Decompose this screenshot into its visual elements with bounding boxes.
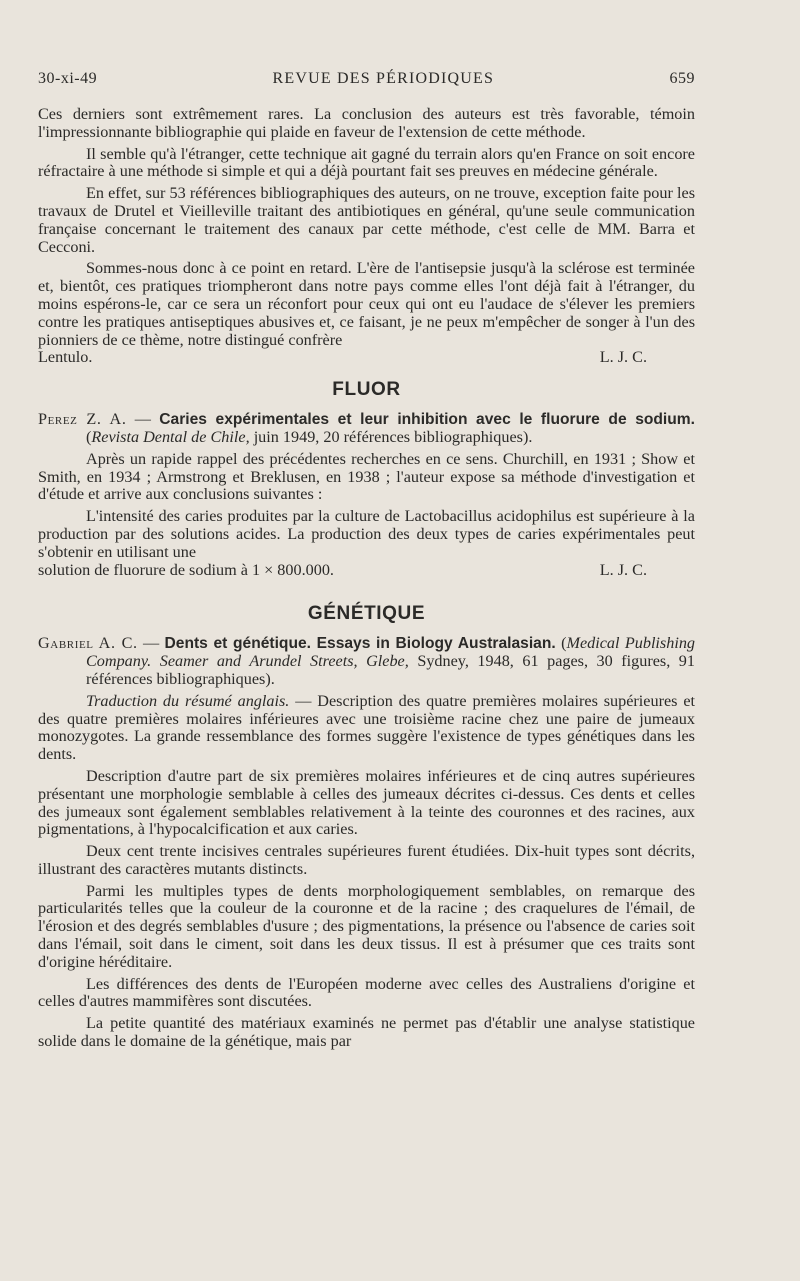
intro-section	[38, 106, 695, 367]
page-number: 659	[669, 70, 695, 87]
fluor-source-rest: juin 1949, 20 références bibliographiques).	[249, 427, 533, 446]
intro-paragraph: Ces derniers sont extrêmement rares. La conclusion des auteurs est très favorable, témoin l'impressionnante bibliographie qui plaide en faveur de l'extension de cette méthode.	[38, 105, 695, 141]
fluor-citation	[38, 411, 695, 447]
intro-signature: L. J. C.	[599, 348, 647, 367]
fluor-author: Perez Z. A.	[38, 410, 127, 429]
genetique-paragraph: Parmi les multiples types de dents morphologiquement semblables, on remarque des particularités telles que la couleur de la couronne et de la racine ; des craquelures de l'émail, de l'érosion et des degrés semblables d'usure ; des pigmentations, la présence ou l'absence de caries soit dans l'émail, soit dans le ciment, soit dans les deux tissus. Il est à présumer que ces traits sont d'origine héréditaire.	[38, 881, 695, 971]
genetique-paragraph: Les différences des dents de l'Européen moderne avec celles des Australiens d'origine et celles d'autres mammifères sont discutées.	[38, 974, 695, 1011]
genetique-paragraph: Description d'autre part de six premières molaires inférieures et de cinq autres supérieures présentant une morphologie semblable à celles des jumeaux décrites ci-dessus. Ces dents et celles des jumeaux sont également semblables relativement à la teinte des couronnes et des racines, aux pigmentations, à l'hypocalcification et aux caries.	[38, 766, 695, 839]
section-heading-fluor: FLUOR	[332, 379, 401, 401]
genetique-author: Gabriel A. C.	[38, 634, 138, 653]
intro-paragraph: Sommes-nous donc à ce point en retard. L'ère de l'antisepsie jusqu'à la sclérose est terminée et, bientôt, ces pratiques triompheront dans notre pays comme elles l'ont déjà fait à l'étranger, du moins espérons-le, car ce sera un réconfort pour ceux qui ont eu l'audace de s'élever les premiers contre les pratiques antiseptiques abusives et, ce faisant, je ne peux m'empêcher de songer à l'un des pionniers de ce thème, notre distingué confrère	[38, 259, 695, 349]
fluor-final-paragraph: L'intensité des caries produites par la culture de Lactobacillus acidophilus est supérieure à la production par des solutions acides. La production des deux types de caries expérimentales peut s'obtenir en utilisant une	[38, 507, 695, 561]
genetique-source-open: (	[555, 634, 567, 653]
genetique-source-rest: Sydney, 1948, 61 pages, 30 figures, 91 références bibliographiques).	[86, 652, 695, 688]
fluor-closing-line	[38, 562, 695, 580]
journal-title: REVUE DES PÉRIODIQUES	[272, 70, 495, 87]
fluor-source-open: (	[86, 427, 92, 446]
genetique-citation	[38, 635, 695, 688]
genetique-lead-rest: — Description des quatre premières molaires supérieures et des quatre premières molaires inférieures avec une troisième racine chez une paire de jumeaux monozygotes. La grande ressemblance des formes suggère l'existence de types génétiques dans les dents.	[38, 691, 696, 764]
fluor-dash: —	[126, 410, 160, 429]
genetique-lead-paragraph	[38, 693, 695, 764]
genetique-article-title: Dents et génétique. Essays in Biology Australasian.	[164, 635, 556, 653]
fluor-paragraph: Après un rapide rappel des précédentes recherches en ce sens. Churchill, en 1931 ; Show et Smith, en 1934 ; Armstrong et Breklusen, en 1938 ; l'auteur expose sa méthode d'investigation et d'étude et arrive aux conclusions suivantes :	[38, 449, 695, 504]
fluor-article-title: Caries expérimentales et leur inhibition avec le fluorure de sodium.	[159, 411, 695, 429]
fluor-source-journal: Revista Dental de Chile,	[91, 427, 250, 446]
fluor-section	[38, 379, 695, 579]
genetique-section	[38, 603, 695, 1051]
genetique-lead-italic: Traduction du résumé anglais.	[86, 691, 290, 710]
genetique-dash: —	[137, 634, 165, 653]
section-heading-genetique: GÉNÉTIQUE	[307, 603, 426, 625]
genetique-source-publisher: Medical Publishing Company. Seamer and Arundel Streets, Glebe,	[86, 634, 696, 671]
running-header	[38, 70, 695, 88]
genetique-paragraph: La petite quantité des matériaux examinés ne permet pas d'établir une analyse statistique solide dans le domaine de la génétique, mais par	[38, 1014, 695, 1051]
intro-closing-line	[38, 349, 695, 367]
intro-last-line: Lentulo.	[38, 348, 93, 367]
header-date: 30-xi-49	[38, 70, 98, 87]
fluor-last-line: solution de fluorure de sodium à 1 × 800.000.	[38, 560, 334, 579]
intro-paragraph: En effet, sur 53 références bibliographiques des auteurs, on ne trouve, exception faite pour les travaux de Drutel et Vieilleville traitant des antibiotiques en général, qu'une seule communication française concernant le traitement des canaux par cette méthode, c'est celle de MM. Barra et Cecconi.	[38, 184, 695, 256]
fluor-signature: L. J. C.	[599, 560, 647, 579]
genetique-paragraph: Deux cent trente incisives centrales supérieures furent étudiées. Dix-huit types sont décrits, illustrant des caractères mutants distincts.	[38, 842, 695, 878]
intro-paragraph: Il semble qu'à l'étranger, cette technique ait gagné du terrain alors qu'en France on soit encore réfractaire à une méthode si simple et qui a déjà pourtant fait ses preuves en médecine générale.	[38, 144, 695, 181]
